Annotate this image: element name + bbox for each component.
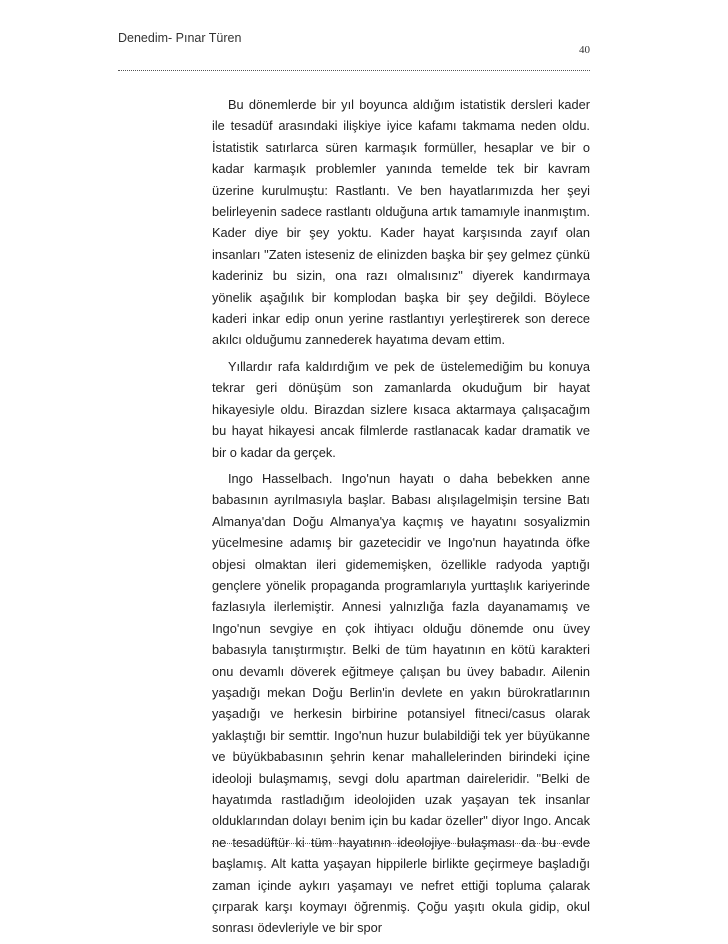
footer-divider	[212, 843, 590, 844]
paragraph: Bu dönemlerde bir yıl boyunca aldığım istatistik dersleri kader ile tesadüf arasındaki ilişkiye iyice kafamı takmama neden oldu. İstatistik satırlarca süren karmaşık formüller, hesaplar ve bir o kadar karmaşık problemler yanında temelde tek bir kavram üzerine kurulmuştu: Rastlantı. Ve ben hayatlarımızda her şeyi belirleyenin sadece rastlantı olduğuna artık tamamıyle inanmıştım. Kader diye bir şey yoktu. Kader hayat karşısında zayıf olan insanları "Zaten isteseniz de elinizden başka bir şey gelmez çünkü kaderiniz bu sizin, ona razı olmalısınız" diyerek kandırmaya yönelik aşağılık bir komplodan başka bir şey değildi. Böylece kaderi inkar edip onun yerine rastlantıyı yerleştirerek son derece akılcı olduğumu zannederek hayatıma devam ettim.	[212, 97, 590, 348]
header-author: Denedim- Pınar Türen	[118, 31, 242, 45]
paragraph: Ingo Hasselbach. Ingo'nun hayatı o daha bebekken anne babasının ayrılmasıyla başlar. Babası alışılagelmişin tersine Batı Almanya'dan Doğu Almanya'ya kaçmış ve hayatını sosyalizmin yücelmesine adamış bir gazetecidir ve Ingo'nun hayatında öfke objesi olmaktan ileri gidememişken, özellikle radyoda yaptığı gençlere yönelik propaganda programlarıyla yurttaşlık kariyerinde fazlasıyla ilerlemiştir. Annesi yalnızlığa fazla dayanamamış ve Ingo'nun sevgiye en çok ihtiyacı olduğu dönemde onu üvey babasıyla tanıştırmıştır. Belki de tüm hayatının en kötü karakteri onu devamlı döverek eğitmeye çalışan bu üvey babadır. Ailenin yaşadığı mekan Doğu Berlin'in devlete en yakın bürokratlarının yaşadığı ve herkesin birbirine potansiyel fitneci/casus olarak yaklaştığı bir semttir. Ingo'nun huzur bulabildiği tek yer büyükanne ve büyükbabasının şehrin kenar mahallelerinden birindeki içine ideoloji bulaşmamış, sevgi dolu apartman daireleridir. "Belki de hayatımda rastladığım ideolojiden uzak yaşayan tek insanlar olduklarından dolayı benim için bu kadar özeller" diyor Ingo. Ancak ne tesadüftür ki tüm hayatının ideolojiye bulaşması da bu evde başlamış. Alt katta yaşayan hippilerle birlikte geçirmeye başladığı zaman içinde aykırı yaşamayı ve nefret ettiği topluma çalarak çırparak karşı koymayı öğrenmiş. Çoğu yaşıtı okula gidip, okul sonrası ödevleriyle ve bir spor	[212, 470, 590, 936]
page-number: 40	[579, 44, 590, 56]
body-text	[212, 94, 590, 944]
header-divider	[118, 70, 590, 71]
paragraph: Yıllardır rafa kaldırdığım ve pek de üstelemediğim bu konuya tekrar geri dönüşüm son zamanlarda okuduğum bir hayat hikayesiyle oldu. Birazdan sizlere kısaca aktarmaya çalışacağım bu hayat hikayesi ancak filmlerde rastlanacak kadar dramatik ve bir o kadar da gerçek.	[212, 358, 590, 460]
